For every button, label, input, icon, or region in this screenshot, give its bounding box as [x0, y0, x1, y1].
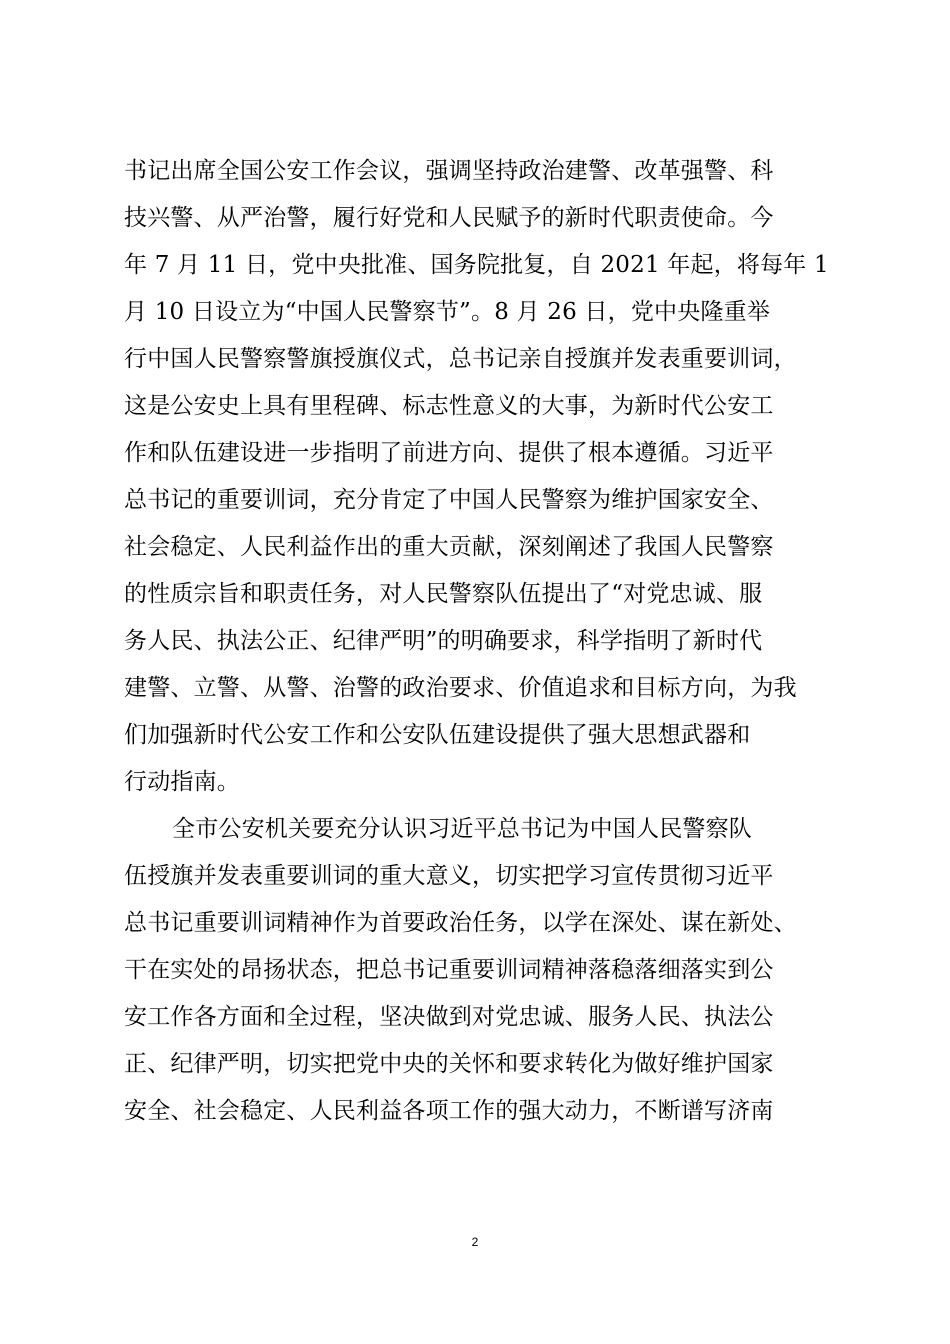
- text-line: 行动指南。: [124, 769, 240, 795]
- page-number: 2: [471, 1235, 479, 1249]
- text-line: 建警、立警、从警、治警的政治要求、价值追求和目标方向，为我: [124, 675, 797, 701]
- text-line: 技兴警、从严治警，履行好党和人民赋予的新时代职责使命。今: [124, 205, 774, 231]
- text-line: 年 7 月 11 日，党中央批准、国务院批复，自 2021 年起，将每年 1: [124, 252, 829, 278]
- text-line: 安工作各方面和全过程，坚决做到对党忠诚、服务人民、执法公: [124, 1004, 774, 1030]
- text-line: 安全、社会稳定、人民利益各项工作的强大动力，不断谱写济南: [124, 1098, 774, 1124]
- paragraph-1: [124, 148, 834, 806]
- text-line: 的性质宗旨和职责任务，对人民警察队伍提出了“对党忠诚、服: [124, 581, 763, 607]
- text-line: 总书记的重要训词，充分肯定了中国人民警察为维护国家安全、: [124, 487, 774, 513]
- text-line: 干在实处的昂扬状态，把总书记重要训词精神落稳落细落实到公: [124, 957, 774, 983]
- body-text: [124, 148, 834, 1135]
- text-line: 月 10 日设立为“中国人民警察节”。8 月 26 日，党中央隆重举: [124, 299, 771, 325]
- text-line: 们加强新时代公安工作和公安队伍建设提供了强大思想武器和: [124, 722, 751, 748]
- text-line: 社会稳定、人民利益作出的重大贡献，深刻阐述了我国人民警察: [124, 534, 774, 560]
- text-line: 行中国人民警察警旗授旗仪式，总书记亲自授旗并发表重要训词，: [124, 346, 797, 372]
- text-line: 作和队伍建设进一步指明了前进方向、提供了根本遵循。习近平: [124, 440, 774, 466]
- paragraph-2: [124, 806, 834, 1135]
- text-line: 这是公安史上具有里程碑、标志性意义的大事，为新时代公安工: [124, 393, 774, 419]
- text-line: 总书记重要训词精神作为首要政治任务，以学在深处、谋在新处、: [124, 910, 797, 936]
- text-line: 书记出席全国公安工作会议，强调坚持政治建警、改革强警、科: [124, 158, 774, 184]
- text-line: 全市公安机关要充分认识习近平总书记为中国人民警察队: [172, 816, 752, 842]
- text-line: 伍授旗并发表重要训词的重大意义，切实把学习宣传贯彻习近平: [124, 863, 774, 889]
- text-line: 正、纪律严明，切实把党中央的关怀和要求转化为做好维护国家: [124, 1051, 774, 1077]
- text-line: 务人民、执法公正、纪律严明”的明确要求，科学指明了新时代: [124, 628, 763, 654]
